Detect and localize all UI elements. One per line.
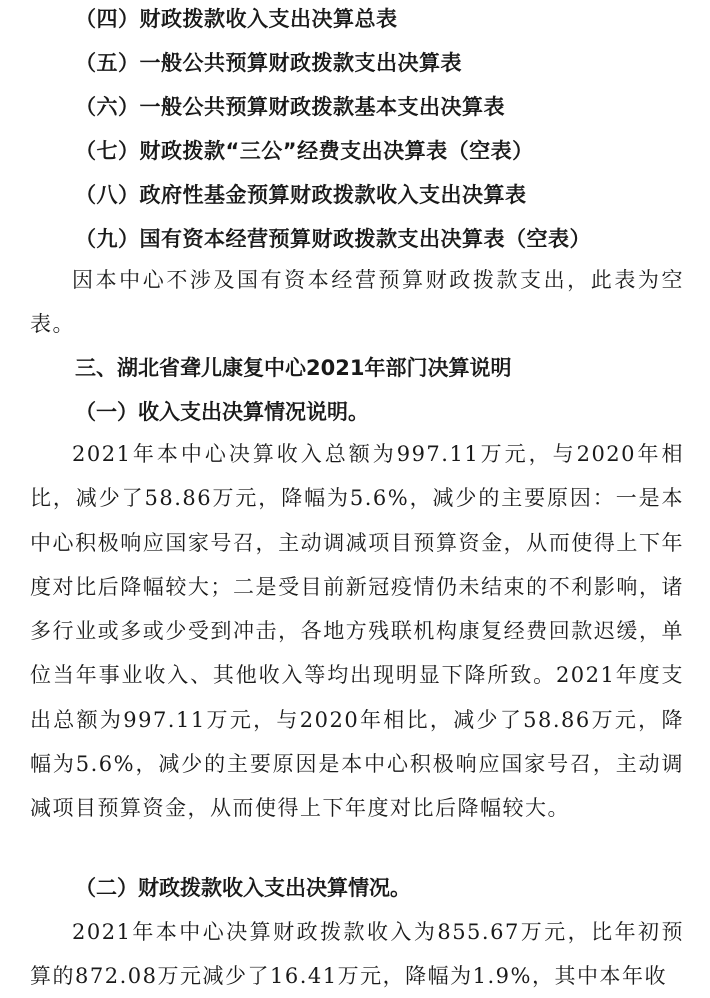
subsection-two-title: （二）财政拨款收入支出决算情况。	[75, 876, 411, 900]
heading-table-4: （四）财政拨款收入支出决算总表	[75, 7, 398, 31]
subsection-two-body: 2021年本中心决算财政拨款收入为855.67万元，比年初预算的872.08万元减少了16.41万元，降幅为1.9%，其中本年收	[30, 920, 684, 989]
empty-table-note: 因本中心不涉及国有资本经营预算财政拨款支出，此表为空表。	[30, 268, 684, 337]
heading-table-8: （八）政府性基金预算财政拨款收入支出决算表	[75, 183, 527, 207]
heading-table-6: （六）一般公共预算财政拨款基本支出决算表	[75, 95, 505, 119]
subsection-one-body: 2021年本中心决算收入总额为997.11万元，与2020年相比，减少了58.86万元，降幅为5.6%，减少的主要原因：一是本中心积极响应国家号召，主动调减项目预算资金，从而使得上下年度对比后降幅较大；二是受目前新冠疫情仍未结束的不利影响，诸多行业或多或少受到冲击，各地方残联机构康复经费回款迟缓，单位当年事业收入、其他收入等均出现明显下降所致。2021年度支出总额为997.11万元，与2020年相比，减少了58.86万元，降幅为5.6%，减少的主要原因是本中心积极响应国家号召，主动调减项目预算资金，从而使得上下年度对比后降幅较大。	[30, 442, 684, 821]
heading-table-5: （五）一般公共预算财政拨款支出决算表	[75, 51, 462, 75]
heading-table-7: （七）财政拨款“三公”经费支出决算表（空表）	[75, 139, 534, 163]
section-three-title: 三、湖北省聋儿康复中心2021年部门决算说明	[75, 356, 512, 380]
subsection-one-title: （一）收入支出决算情况说明。	[75, 400, 369, 424]
heading-table-9: （九）国有资本经营预算财政拨款支出决算表（空表）	[75, 227, 591, 251]
